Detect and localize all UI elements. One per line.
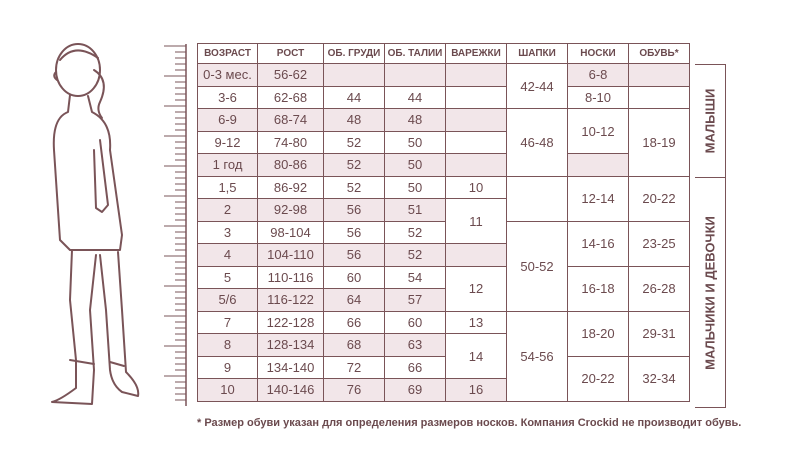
waist-cell: 66 (385, 356, 446, 379)
header-age: ВОЗРАСТ (198, 44, 258, 64)
height-cell: 62-68 (258, 86, 324, 109)
mittens-cell: 10 (446, 176, 507, 199)
header-chest: ОБ. ГРУДИ (324, 44, 385, 64)
chest-cell: 52 (324, 176, 385, 199)
table-row (198, 356, 690, 379)
waist-cell: 50 (385, 154, 446, 177)
socks-cell: 18-20 (568, 311, 629, 356)
header-waist: ОБ. ТАЛИИ (385, 44, 446, 64)
chest-cell: 60 (324, 266, 385, 289)
table-row (198, 64, 690, 87)
size-chart-table (197, 43, 690, 402)
table-row (198, 86, 690, 109)
header-shoes: ОБУВЬ* (629, 44, 690, 64)
age-cell: 3-6 (198, 86, 258, 109)
waist-cell (385, 64, 446, 87)
waist-cell: 69 (385, 379, 446, 402)
table-row (198, 109, 690, 132)
waist-cell: 52 (385, 221, 446, 244)
waist-cell: 51 (385, 199, 446, 222)
mittens-cell (446, 64, 507, 87)
header-socks: НОСКИ (568, 44, 629, 64)
hats-cell: 54-56 (507, 311, 568, 401)
socks-cell: 8-10 (568, 86, 629, 109)
footnote: * Размер обуви указан для определения размеров носков. Компания Crockid не производит обувь. (197, 417, 742, 429)
shoes-cell: 20-22 (629, 176, 690, 221)
age-cell: 9 (198, 356, 258, 379)
socks-cell: 10-12 (568, 109, 629, 154)
mittens-cell: 16 (446, 379, 507, 402)
waist-cell: 57 (385, 289, 446, 312)
table-row (198, 154, 690, 177)
hats-cell-empty (507, 176, 568, 221)
age-cell: 5 (198, 266, 258, 289)
height-cell: 110-116 (258, 266, 324, 289)
shoes-cell: 23-25 (629, 221, 690, 266)
height-cell: 140-146 (258, 379, 324, 402)
hats-cell: 46-48 (507, 109, 568, 177)
waist-cell: 50 (385, 131, 446, 154)
chest-cell: 56 (324, 199, 385, 222)
socks-cell (568, 154, 629, 177)
height-cell: 86-92 (258, 176, 324, 199)
waist-cell: 50 (385, 176, 446, 199)
shoes-cell: 29-31 (629, 311, 690, 356)
height-cell: 80-86 (258, 154, 324, 177)
socks-cell: 12-14 (568, 176, 629, 221)
age-cell: 3 (198, 221, 258, 244)
height-ruler (157, 44, 187, 406)
shoes-cell (629, 64, 690, 87)
table-row (198, 266, 690, 289)
mittens-cell (446, 154, 507, 177)
socks-cell: 16-18 (568, 266, 629, 311)
age-cell: 10 (198, 379, 258, 402)
height-cell: 104-110 (258, 244, 324, 267)
shoes-cell: 18-19 (629, 109, 690, 177)
mittens-cell: 12 (446, 266, 507, 311)
group-label-kids: МАЛЬЧИКИ И ДЕВОЧКИ (702, 215, 718, 370)
chest-cell: 66 (324, 311, 385, 334)
waist-cell: 52 (385, 244, 446, 267)
age-cell: 6-9 (198, 109, 258, 132)
age-cell: 1 год (198, 154, 258, 177)
shoes-cell: 26-28 (629, 266, 690, 311)
waist-cell: 60 (385, 311, 446, 334)
mittens-cell (446, 244, 507, 267)
age-cell: 9-12 (198, 131, 258, 154)
chest-cell: 56 (324, 221, 385, 244)
table-row (198, 221, 690, 244)
group-label-babies: МАЛЫШИ (702, 88, 718, 154)
mittens-cell (446, 131, 507, 154)
mittens-cell (446, 86, 507, 109)
shoes-cell: 32-34 (629, 356, 690, 401)
header-height: РОСТ (258, 44, 324, 64)
table-row (198, 176, 690, 199)
waist-cell: 63 (385, 334, 446, 357)
height-cell: 56-62 (258, 64, 324, 87)
age-cell: 1,5 (198, 176, 258, 199)
group-label-babies-box (695, 64, 726, 178)
mittens-cell: 13 (446, 311, 507, 334)
height-cell: 134-140 (258, 356, 324, 379)
chest-cell: 76 (324, 379, 385, 402)
age-cell: 2 (198, 199, 258, 222)
height-cell: 98-104 (258, 221, 324, 244)
mittens-cell: 11 (446, 199, 507, 244)
waist-cell: 48 (385, 109, 446, 132)
height-cell: 92-98 (258, 199, 324, 222)
mittens-cell: 14 (446, 334, 507, 379)
height-cell: 68-74 (258, 109, 324, 132)
header-row (198, 44, 690, 64)
chest-cell: 56 (324, 244, 385, 267)
socks-cell: 14-16 (568, 221, 629, 266)
socks-cell: 20-22 (568, 356, 629, 401)
hats-cell: 50-52 (507, 221, 568, 311)
height-cell: 116-122 (258, 289, 324, 312)
chest-cell: 68 (324, 334, 385, 357)
chest-cell: 64 (324, 289, 385, 312)
hats-cell: 42-44 (507, 64, 568, 109)
age-cell: 0-3 мес. (198, 64, 258, 87)
chest-cell: 52 (324, 154, 385, 177)
age-cell: 5/6 (198, 289, 258, 312)
chest-cell (324, 64, 385, 87)
height-cell: 128-134 (258, 334, 324, 357)
chest-cell: 72 (324, 356, 385, 379)
header-mittens: ВАРЕЖКИ (446, 44, 507, 64)
chest-cell: 52 (324, 131, 385, 154)
height-cell: 74-80 (258, 131, 324, 154)
socks-cell: 6-8 (568, 64, 629, 87)
table-row (198, 311, 690, 334)
height-cell: 122-128 (258, 311, 324, 334)
age-cell: 7 (198, 311, 258, 334)
waist-cell: 54 (385, 266, 446, 289)
age-cell: 4 (198, 244, 258, 267)
chest-cell: 44 (324, 86, 385, 109)
chest-cell: 48 (324, 109, 385, 132)
group-label-kids-box (695, 177, 726, 408)
mittens-cell (446, 109, 507, 132)
shoes-cell (629, 86, 690, 109)
age-cell: 8 (198, 334, 258, 357)
header-hats: ШАПКИ (507, 44, 568, 64)
waist-cell: 44 (385, 86, 446, 109)
